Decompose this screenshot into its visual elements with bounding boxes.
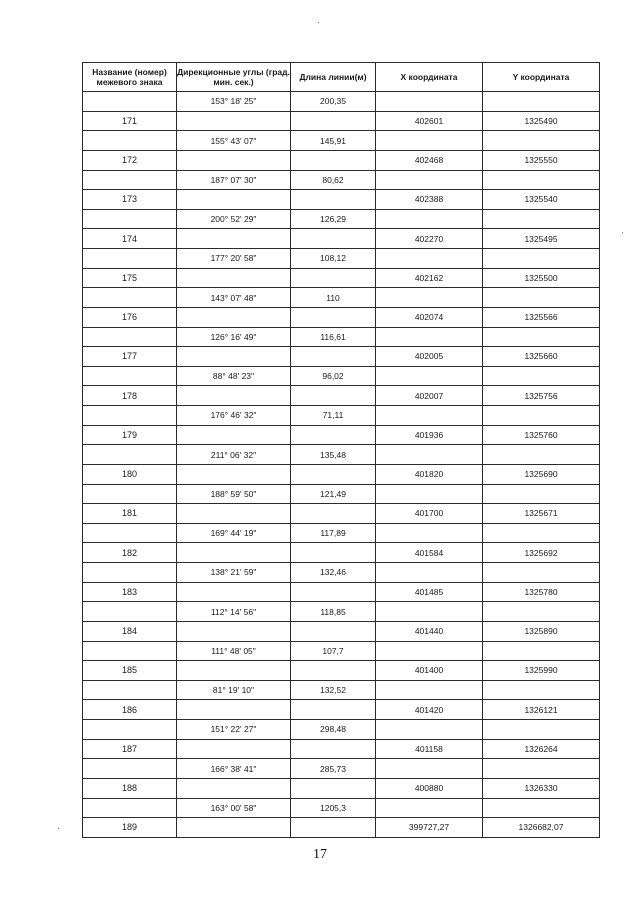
empty-cell bbox=[83, 798, 177, 818]
empty-cell bbox=[291, 543, 376, 563]
x-coordinate-cell: 401420 bbox=[376, 700, 483, 720]
empty-cell bbox=[376, 798, 483, 818]
segment-row bbox=[83, 484, 600, 504]
empty-cell bbox=[83, 288, 177, 308]
empty-cell bbox=[376, 759, 483, 779]
point-name-cell: 171 bbox=[83, 111, 177, 131]
empty-cell bbox=[376, 602, 483, 622]
empty-cell bbox=[291, 504, 376, 524]
point-name-cell: 176 bbox=[83, 307, 177, 327]
empty-cell bbox=[177, 347, 291, 367]
point-row bbox=[83, 229, 600, 249]
point-row bbox=[83, 268, 600, 288]
point-row bbox=[83, 111, 600, 131]
header-x-coordinate: X координата bbox=[376, 63, 483, 92]
point-name-cell: 172 bbox=[83, 150, 177, 170]
line-length-cell: 145,91 bbox=[291, 131, 376, 151]
line-length-cell: 108,12 bbox=[291, 249, 376, 269]
segment-row bbox=[83, 327, 600, 347]
point-row bbox=[83, 661, 600, 681]
empty-cell bbox=[291, 621, 376, 641]
empty-cell bbox=[83, 92, 177, 112]
empty-cell bbox=[83, 249, 177, 269]
line-length-cell: 121,49 bbox=[291, 484, 376, 504]
empty-cell bbox=[177, 543, 291, 563]
empty-cell bbox=[83, 641, 177, 661]
empty-cell bbox=[177, 307, 291, 327]
y-coordinate-cell: 1325500 bbox=[483, 268, 600, 288]
y-coordinate-cell: 1326264 bbox=[483, 739, 600, 759]
empty-cell bbox=[291, 818, 376, 838]
point-row bbox=[83, 464, 600, 484]
point-row bbox=[83, 582, 600, 602]
line-length-cell: 132,46 bbox=[291, 563, 376, 583]
empty-cell bbox=[291, 386, 376, 406]
empty-cell bbox=[177, 464, 291, 484]
point-row bbox=[83, 190, 600, 210]
direction-angle-cell: 176° 46' 32" bbox=[177, 406, 291, 426]
y-coordinate-cell: 1325690 bbox=[483, 464, 600, 484]
y-coordinate-cell: 1325760 bbox=[483, 425, 600, 445]
empty-cell bbox=[177, 818, 291, 838]
point-name-cell: 185 bbox=[83, 661, 177, 681]
header-point-name: Название (номер) межевого знака bbox=[83, 63, 177, 92]
empty-cell bbox=[83, 406, 177, 426]
direction-angle-cell: 151° 22' 27" bbox=[177, 720, 291, 740]
header-y-coordinate: Y координата bbox=[483, 63, 600, 92]
x-coordinate-cell: 401400 bbox=[376, 661, 483, 681]
y-coordinate-cell: 1325550 bbox=[483, 150, 600, 170]
empty-cell bbox=[483, 92, 600, 112]
line-length-cell: 107,7 bbox=[291, 641, 376, 661]
line-length-cell: 285,73 bbox=[291, 759, 376, 779]
point-name-cell: 173 bbox=[83, 190, 177, 210]
direction-angle-cell: 112° 14' 56" bbox=[177, 602, 291, 622]
empty-cell bbox=[376, 209, 483, 229]
line-length-cell: 96,02 bbox=[291, 366, 376, 386]
direction-angle-cell: 177° 20' 58" bbox=[177, 249, 291, 269]
empty-cell bbox=[376, 680, 483, 700]
segment-row bbox=[83, 680, 600, 700]
empty-cell bbox=[291, 464, 376, 484]
line-length-cell: 200,35 bbox=[291, 92, 376, 112]
segment-row bbox=[83, 288, 600, 308]
empty-cell bbox=[376, 288, 483, 308]
x-coordinate-cell: 401820 bbox=[376, 464, 483, 484]
x-coordinate-cell: 402270 bbox=[376, 229, 483, 249]
empty-cell bbox=[83, 523, 177, 543]
segment-row bbox=[83, 366, 600, 386]
segment-row bbox=[83, 209, 600, 229]
line-length-cell: 116,61 bbox=[291, 327, 376, 347]
direction-angle-cell: 187° 07' 30" bbox=[177, 170, 291, 190]
empty-cell bbox=[376, 523, 483, 543]
empty-cell bbox=[483, 563, 600, 583]
empty-cell bbox=[83, 563, 177, 583]
x-coordinate-cell: 402388 bbox=[376, 190, 483, 210]
segment-row bbox=[83, 563, 600, 583]
y-coordinate-cell: 1325540 bbox=[483, 190, 600, 210]
empty-cell bbox=[483, 484, 600, 504]
empty-cell bbox=[291, 739, 376, 759]
page-number: 17 bbox=[313, 847, 327, 862]
table-header-row bbox=[83, 63, 600, 92]
empty-cell bbox=[177, 621, 291, 641]
empty-cell bbox=[291, 190, 376, 210]
boundary-coordinates-table bbox=[82, 62, 600, 838]
x-coordinate-cell: 401485 bbox=[376, 582, 483, 602]
empty-cell bbox=[376, 249, 483, 269]
point-name-cell: 187 bbox=[83, 739, 177, 759]
direction-angle-cell: 169° 44' 19" bbox=[177, 523, 291, 543]
point-name-cell: 189 bbox=[83, 818, 177, 838]
line-length-cell: 80,62 bbox=[291, 170, 376, 190]
empty-cell bbox=[177, 700, 291, 720]
x-coordinate-cell: 399727,27 bbox=[376, 818, 483, 838]
empty-cell bbox=[483, 131, 600, 151]
segment-row bbox=[83, 759, 600, 779]
empty-cell bbox=[291, 268, 376, 288]
direction-angle-cell: 143° 07' 48" bbox=[177, 288, 291, 308]
empty-cell bbox=[483, 445, 600, 465]
point-row bbox=[83, 150, 600, 170]
line-length-cell: 132,52 bbox=[291, 680, 376, 700]
empty-cell bbox=[177, 386, 291, 406]
empty-cell bbox=[177, 425, 291, 445]
direction-angle-cell: 126° 16' 49" bbox=[177, 327, 291, 347]
point-name-cell: 183 bbox=[83, 582, 177, 602]
point-row bbox=[83, 386, 600, 406]
empty-cell bbox=[177, 268, 291, 288]
empty-cell bbox=[291, 307, 376, 327]
y-coordinate-cell: 1325756 bbox=[483, 386, 600, 406]
line-length-cell: 135,48 bbox=[291, 445, 376, 465]
x-coordinate-cell: 401700 bbox=[376, 504, 483, 524]
empty-cell bbox=[177, 190, 291, 210]
segment-row bbox=[83, 798, 600, 818]
direction-angle-cell: 153° 18' 25" bbox=[177, 92, 291, 112]
empty-cell bbox=[291, 347, 376, 367]
empty-cell bbox=[291, 111, 376, 131]
segment-row bbox=[83, 92, 600, 112]
empty-cell bbox=[483, 406, 600, 426]
y-coordinate-cell: 1325671 bbox=[483, 504, 600, 524]
direction-angle-cell: 200° 52' 29" bbox=[177, 209, 291, 229]
y-coordinate-cell: 1325692 bbox=[483, 543, 600, 563]
header-line-length: Длина линии(м) bbox=[291, 63, 376, 92]
y-coordinate-cell: 1326330 bbox=[483, 778, 600, 798]
y-coordinate-cell: 1325566 bbox=[483, 307, 600, 327]
empty-cell bbox=[83, 484, 177, 504]
empty-cell bbox=[483, 798, 600, 818]
empty-cell bbox=[83, 445, 177, 465]
x-coordinate-cell: 402007 bbox=[376, 386, 483, 406]
direction-angle-cell: 166° 38' 41" bbox=[177, 759, 291, 779]
point-name-cell: 181 bbox=[83, 504, 177, 524]
empty-cell bbox=[483, 759, 600, 779]
segment-row bbox=[83, 523, 600, 543]
empty-cell bbox=[483, 680, 600, 700]
empty-cell bbox=[376, 406, 483, 426]
scan-speck bbox=[318, 22, 319, 23]
empty-cell bbox=[291, 425, 376, 445]
direction-angle-cell: 111° 48' 05" bbox=[177, 641, 291, 661]
empty-cell bbox=[291, 150, 376, 170]
point-row bbox=[83, 347, 600, 367]
empty-cell bbox=[83, 366, 177, 386]
empty-cell bbox=[483, 209, 600, 229]
empty-cell bbox=[376, 170, 483, 190]
segment-row bbox=[83, 641, 600, 661]
segment-row bbox=[83, 170, 600, 190]
empty-cell bbox=[483, 602, 600, 622]
x-coordinate-cell: 401440 bbox=[376, 621, 483, 641]
empty-cell bbox=[376, 445, 483, 465]
direction-angle-cell: 138° 21' 59" bbox=[177, 563, 291, 583]
empty-cell bbox=[291, 778, 376, 798]
empty-cell bbox=[83, 680, 177, 700]
y-coordinate-cell: 1325990 bbox=[483, 661, 600, 681]
empty-cell bbox=[483, 327, 600, 347]
empty-cell bbox=[376, 484, 483, 504]
empty-cell bbox=[83, 209, 177, 229]
x-coordinate-cell: 402005 bbox=[376, 347, 483, 367]
empty-cell bbox=[483, 288, 600, 308]
line-length-cell: 298,48 bbox=[291, 720, 376, 740]
point-row bbox=[83, 621, 600, 641]
empty-cell bbox=[83, 327, 177, 347]
empty-cell bbox=[177, 661, 291, 681]
point-row bbox=[83, 307, 600, 327]
empty-cell bbox=[483, 366, 600, 386]
y-coordinate-cell: 1325495 bbox=[483, 229, 600, 249]
x-coordinate-cell: 401158 bbox=[376, 739, 483, 759]
point-name-cell: 188 bbox=[83, 778, 177, 798]
point-row bbox=[83, 818, 600, 838]
point-row bbox=[83, 739, 600, 759]
empty-cell bbox=[483, 249, 600, 269]
direction-angle-cell: 155° 43' 07" bbox=[177, 131, 291, 151]
header-direction-angle: Дирекционные углы (град. мин. сек.) bbox=[177, 63, 291, 92]
point-row bbox=[83, 425, 600, 445]
y-coordinate-cell: 1326682,07 bbox=[483, 818, 600, 838]
direction-angle-cell: 211° 06' 32" bbox=[177, 445, 291, 465]
line-length-cell: 126,29 bbox=[291, 209, 376, 229]
direction-angle-cell: 163° 00' 58" bbox=[177, 798, 291, 818]
segment-row bbox=[83, 406, 600, 426]
line-length-cell: 117,89 bbox=[291, 523, 376, 543]
empty-cell bbox=[376, 720, 483, 740]
point-name-cell: 182 bbox=[83, 543, 177, 563]
segment-row bbox=[83, 602, 600, 622]
empty-cell bbox=[483, 170, 600, 190]
empty-cell bbox=[483, 641, 600, 661]
x-coordinate-cell: 401936 bbox=[376, 425, 483, 445]
point-row bbox=[83, 778, 600, 798]
segment-row bbox=[83, 131, 600, 151]
empty-cell bbox=[291, 229, 376, 249]
x-coordinate-cell: 402162 bbox=[376, 268, 483, 288]
x-coordinate-cell: 402074 bbox=[376, 307, 483, 327]
point-name-cell: 186 bbox=[83, 700, 177, 720]
empty-cell bbox=[376, 641, 483, 661]
y-coordinate-cell: 1325890 bbox=[483, 621, 600, 641]
empty-cell bbox=[291, 661, 376, 681]
empty-cell bbox=[177, 739, 291, 759]
x-coordinate-cell: 402601 bbox=[376, 111, 483, 131]
empty-cell bbox=[291, 700, 376, 720]
y-coordinate-cell: 1325780 bbox=[483, 582, 600, 602]
point-name-cell: 179 bbox=[83, 425, 177, 445]
line-length-cell: 1205,3 bbox=[291, 798, 376, 818]
scan-speck bbox=[622, 232, 623, 233]
point-row bbox=[83, 700, 600, 720]
point-name-cell: 178 bbox=[83, 386, 177, 406]
empty-cell bbox=[83, 131, 177, 151]
x-coordinate-cell: 400880 bbox=[376, 778, 483, 798]
empty-cell bbox=[177, 504, 291, 524]
empty-cell bbox=[483, 523, 600, 543]
table-body bbox=[83, 92, 600, 838]
empty-cell bbox=[83, 602, 177, 622]
empty-cell bbox=[177, 229, 291, 249]
empty-cell bbox=[376, 563, 483, 583]
point-name-cell: 177 bbox=[83, 347, 177, 367]
y-coordinate-cell: 1325490 bbox=[483, 111, 600, 131]
y-coordinate-cell: 1326121 bbox=[483, 700, 600, 720]
x-coordinate-cell: 402468 bbox=[376, 150, 483, 170]
segment-row bbox=[83, 445, 600, 465]
empty-cell bbox=[376, 92, 483, 112]
segment-row bbox=[83, 720, 600, 740]
line-length-cell: 110 bbox=[291, 288, 376, 308]
empty-cell bbox=[83, 170, 177, 190]
point-name-cell: 184 bbox=[83, 621, 177, 641]
x-coordinate-cell: 401584 bbox=[376, 543, 483, 563]
empty-cell bbox=[483, 720, 600, 740]
line-length-cell: 71,11 bbox=[291, 406, 376, 426]
point-row bbox=[83, 504, 600, 524]
empty-cell bbox=[83, 720, 177, 740]
direction-angle-cell: 88° 48' 23" bbox=[177, 366, 291, 386]
line-length-cell: 118,85 bbox=[291, 602, 376, 622]
scan-speck bbox=[58, 828, 59, 829]
empty-cell bbox=[83, 759, 177, 779]
segment-row bbox=[83, 249, 600, 269]
direction-angle-cell: 188° 59' 50" bbox=[177, 484, 291, 504]
empty-cell bbox=[376, 366, 483, 386]
empty-cell bbox=[177, 111, 291, 131]
y-coordinate-cell: 1325660 bbox=[483, 347, 600, 367]
point-name-cell: 175 bbox=[83, 268, 177, 288]
direction-angle-cell: 81° 19' 10" bbox=[177, 680, 291, 700]
empty-cell bbox=[376, 327, 483, 347]
point-row bbox=[83, 543, 600, 563]
empty-cell bbox=[177, 150, 291, 170]
point-name-cell: 174 bbox=[83, 229, 177, 249]
empty-cell bbox=[177, 778, 291, 798]
empty-cell bbox=[376, 131, 483, 151]
point-name-cell: 180 bbox=[83, 464, 177, 484]
empty-cell bbox=[291, 582, 376, 602]
empty-cell bbox=[177, 582, 291, 602]
